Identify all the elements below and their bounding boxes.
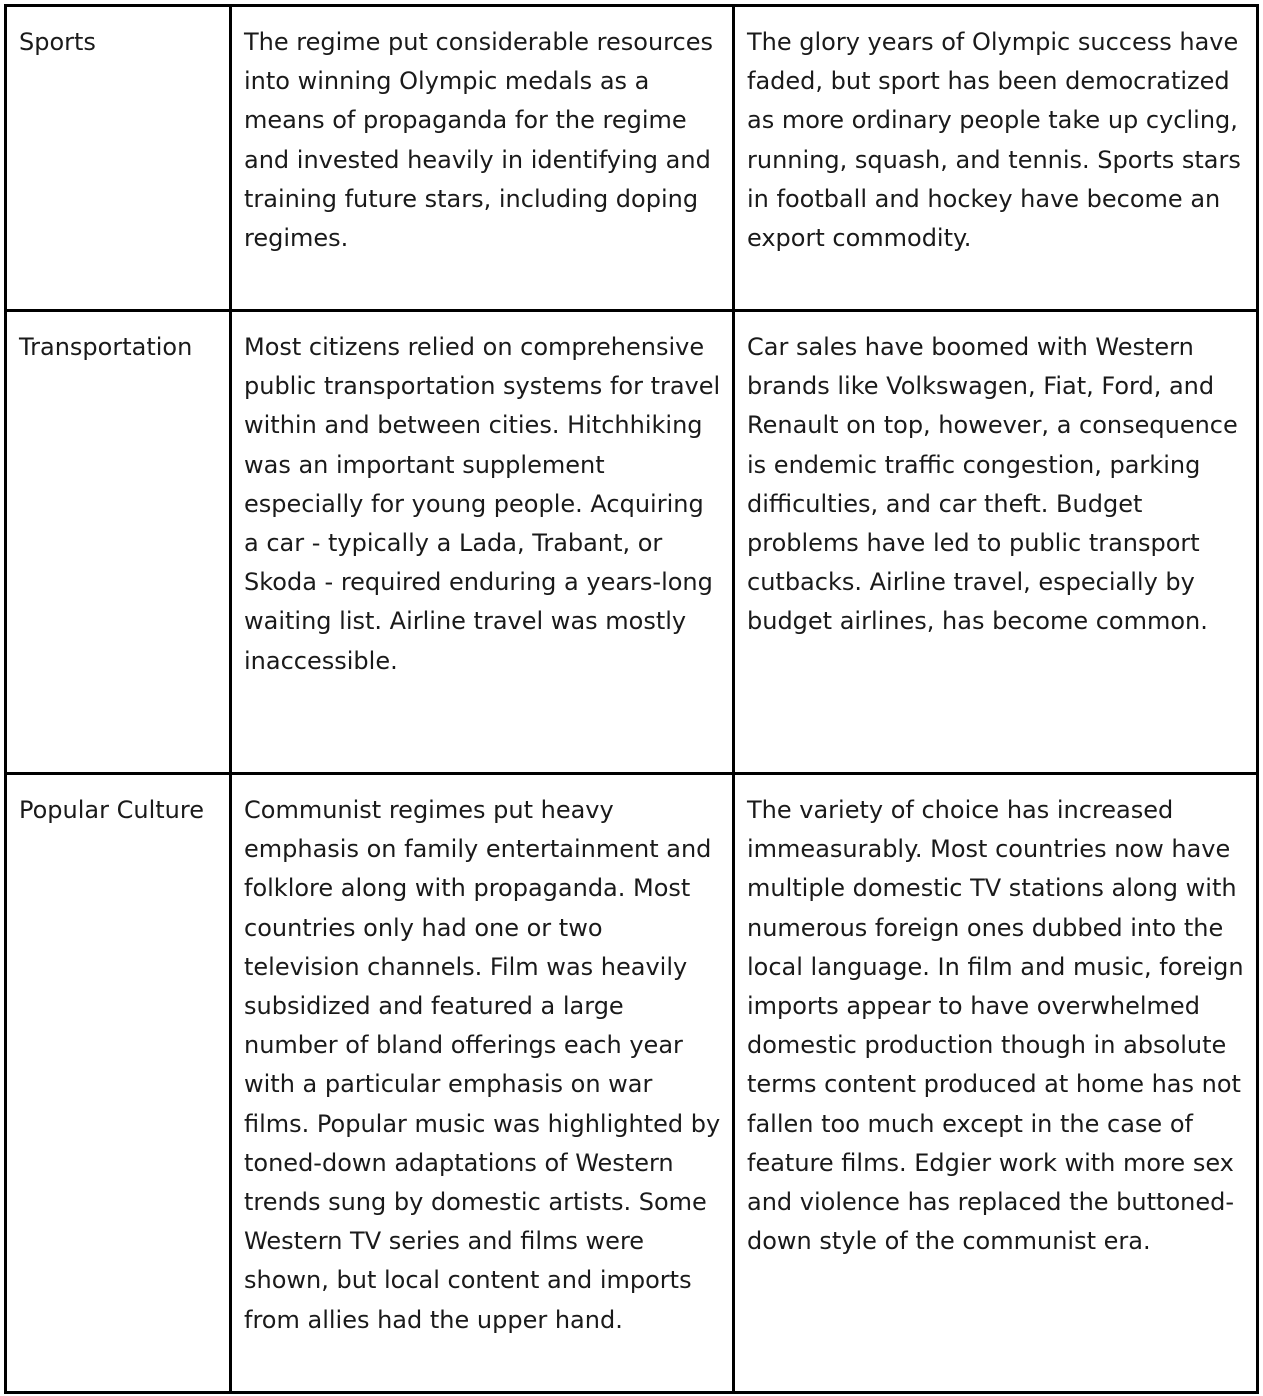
table-row-popular-culture — [6, 774, 1258, 1393]
after-cell: Car sales have boomed with Western brands like Volkswagen, Fiat, Ford, and Renault on top, however, a consequence is endemic traffic congestion, parking difficulties, and car theft. Budget problems have led to public transport cutbacks. Airline travel, especially by budget airlines, has become common. — [734, 311, 1258, 774]
comparison-table — [4, 4, 1259, 1394]
category-cell: Sports — [6, 6, 231, 311]
after-cell: The variety of choice has increased immeasurably. Most countries now have multiple domestic TV stations along with numerous foreign ones dubbed into the local language. In film and music, foreign imports appear to have overwhelmed domestic production though in absolute terms content produced at home has not fallen too much except in the case of feature films. Edgier work with more sex and violence has replaced the buttoned-down style of the communist era. — [734, 774, 1258, 1393]
table-row-transportation — [6, 311, 1258, 774]
table-row-sports — [6, 6, 1258, 311]
before-cell: The regime put considerable resources into winning Olympic medals as a means of propaganda for the regime and invested heavily in identifying and training future stars, including doping regimes. — [231, 6, 734, 311]
before-cell: Communist regimes put heavy emphasis on family entertainment and folklore along with propaganda. Most countries only had one or two television channels. Film was heavily subsidized and featured a large number of bland offerings each year with a particular emphasis on war films. Popular music was highlighted by toned-down adaptations of Western trends sung by domestic artists. Some Western TV series and films were shown, but local content and imports from allies had the upper hand. — [231, 774, 734, 1393]
category-cell: Transportation — [6, 311, 231, 774]
before-cell: Most citizens relied on comprehensive public transportation systems for travel within and between cities. Hitchhiking was an important supplement especially for young people. Acquiring a car - typically a Lada, Trabant, or Skoda - required enduring a years-long waiting list. Airline travel was mostly inaccessible. — [231, 311, 734, 774]
after-cell: The glory years of Olympic success have faded, but sport has been democratized as more ordinary people take up cycling, running, squash, and tennis. Sports stars in football and hockey have become an export commodity. — [734, 6, 1258, 311]
category-cell: Popular Culture — [6, 774, 231, 1393]
